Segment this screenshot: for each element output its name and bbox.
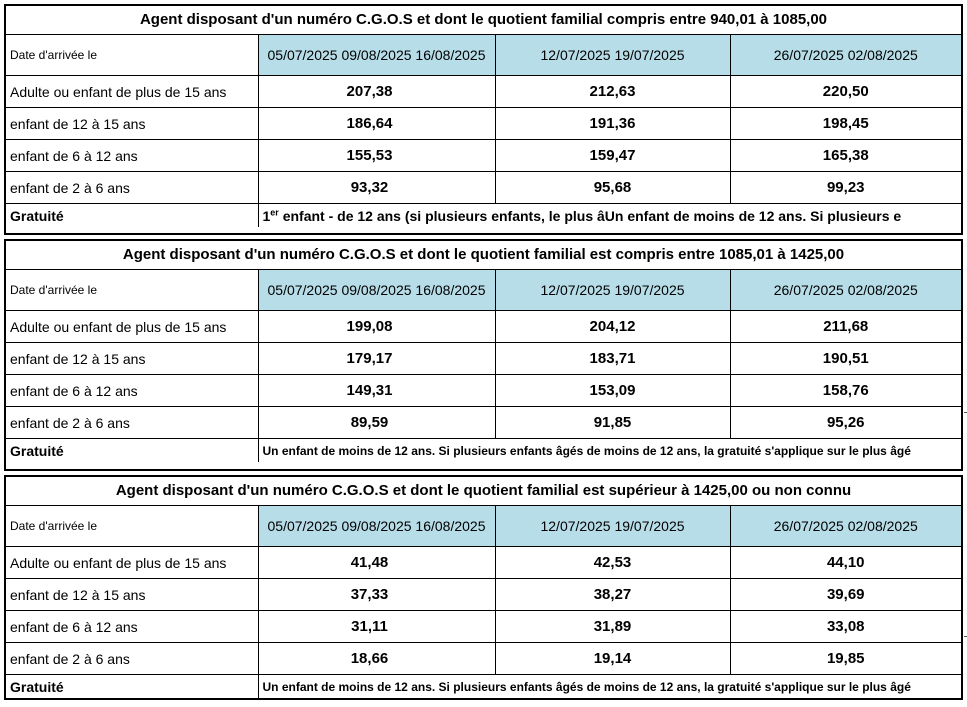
price-cell: 42,53 xyxy=(495,547,730,579)
price-cell: 155,53 xyxy=(258,140,495,172)
price-cell: 153,09 xyxy=(495,375,730,407)
row-label: enfant de 6 à 12 ans xyxy=(6,375,258,407)
period-header-1: 05/07/2025 09/08/2025 16/08/2025 xyxy=(258,270,495,311)
period-header-2: 12/07/2025 19/07/2025 xyxy=(495,506,730,547)
price-cell: 183,71 xyxy=(495,343,730,375)
tarif-grid xyxy=(6,270,961,462)
price-cell: 190,51 xyxy=(730,343,961,375)
gratuite-label: Gratuité xyxy=(6,439,258,463)
period-header-1: 05/07/2025 09/08/2025 16/08/2025 xyxy=(258,35,495,76)
tarif-table-qf-sup-1425 xyxy=(4,475,963,700)
price-cell: 89,59 xyxy=(258,407,495,439)
row-label: enfant de 12 à 15 ans xyxy=(6,108,258,140)
row-label: enfant de 12 à 15 ans xyxy=(6,579,258,611)
period-header-2: 12/07/2025 19/07/2025 xyxy=(495,35,730,76)
gratuite-row xyxy=(6,439,961,463)
price-cell: 37,33 xyxy=(258,579,495,611)
date-label: Date d'arrivée le xyxy=(6,35,258,76)
period-header-3: 26/07/2025 02/08/2025 xyxy=(730,35,961,76)
price-cell: 191,36 xyxy=(495,108,730,140)
gratuite-row xyxy=(6,204,961,228)
price-cell: 158,76 xyxy=(730,375,961,407)
row-label: enfant de 2 à 6 ans xyxy=(6,643,258,675)
date-label: Date d'arrivée le xyxy=(6,506,258,547)
row-label: enfant de 12 à 15 ans xyxy=(6,343,258,375)
price-cell: 39,69 xyxy=(730,579,961,611)
row-label: enfant de 6 à 12 ans xyxy=(6,611,258,643)
price-cell: 99,23 xyxy=(730,172,961,204)
price-cell: 204,12 xyxy=(495,311,730,343)
price-cell: 38,27 xyxy=(495,579,730,611)
gratuite-text xyxy=(258,204,961,228)
date-label: Date d'arrivée le xyxy=(6,270,258,311)
table-row xyxy=(6,311,961,343)
price-cell: 93,32 xyxy=(258,172,495,204)
price-cell: 19,14 xyxy=(495,643,730,675)
price-cell: 95,26 xyxy=(730,407,961,439)
gratuite-superscript: er xyxy=(270,206,279,217)
period-header-3: 26/07/2025 02/08/2025 xyxy=(730,270,961,311)
tarif-grid xyxy=(6,506,961,698)
tarif-table-qf-940-1085 xyxy=(4,4,963,235)
table-title: Agent disposant d'un numéro C.G.O.S et dont le quotient familial est supérieur à 1425,00 ou non connu xyxy=(6,477,961,506)
table-title: Agent disposant d'un numéro C.G.O.S et dont le quotient familial compris entre 940,01 à 1085,00 xyxy=(6,6,961,35)
gratuite-text: Un enfant de moins de 12 ans. Si plusieurs enfants âgés de moins de 12 ans, la gratuité s'applique sur le plus âgé xyxy=(258,439,961,463)
header-row xyxy=(6,35,961,76)
table-row xyxy=(6,375,961,407)
period-header-2: 12/07/2025 19/07/2025 xyxy=(495,270,730,311)
table-row xyxy=(6,343,961,375)
gratuite-rest: enfant - de 12 ans (si plusieurs enfants, le plus âUn enfant de moins de 12 ans. Si plusieurs e xyxy=(278,207,902,224)
price-cell: 91,85 xyxy=(495,407,730,439)
price-cell: 207,38 xyxy=(258,76,495,108)
row-label: enfant de 2 à 6 ans xyxy=(6,172,258,204)
gratuite-label: Gratuité xyxy=(6,204,258,228)
table-row xyxy=(6,407,961,439)
table-row xyxy=(6,643,961,675)
table-row xyxy=(6,547,961,579)
price-cell: 33,08 xyxy=(730,611,961,643)
price-cell: 220,50 xyxy=(730,76,961,108)
gratuite-ordinal: 1 xyxy=(262,207,271,224)
price-cell: 212,63 xyxy=(495,76,730,108)
gratuite-row xyxy=(6,675,961,699)
price-cell: 149,31 xyxy=(258,375,495,407)
price-cell: 159,47 xyxy=(495,140,730,172)
gratuite-text: Un enfant de moins de 12 ans. Si plusieurs enfants âgés de moins de 12 ans, la gratuité s'applique sur le plus âgé xyxy=(258,675,961,699)
header-row xyxy=(6,506,961,547)
period-header-3: 26/07/2025 02/08/2025 xyxy=(730,506,961,547)
row-label: enfant de 6 à 12 ans xyxy=(6,140,258,172)
price-cell: 186,64 xyxy=(258,108,495,140)
table-title: Agent disposant d'un numéro C.G.O.S et dont le quotient familial est compris entre 1085,01 à 1425,00 xyxy=(6,241,961,270)
price-cell: 18,66 xyxy=(258,643,495,675)
price-cell: 31,89 xyxy=(495,611,730,643)
price-cell: 211,68 xyxy=(730,311,961,343)
tarif-table-qf-1085-1425 xyxy=(4,239,963,471)
tarif-grid xyxy=(6,35,961,227)
table-row xyxy=(6,172,961,204)
gratuite-label: Gratuité xyxy=(6,675,258,699)
row-label: enfant de 2 à 6 ans xyxy=(6,407,258,439)
table-row xyxy=(6,611,961,643)
table-row xyxy=(6,579,961,611)
price-cell: 179,17 xyxy=(258,343,495,375)
price-cell: 41,48 xyxy=(258,547,495,579)
price-cell: 19,85 xyxy=(730,643,961,675)
table-row xyxy=(6,76,961,108)
price-cell: 95,68 xyxy=(495,172,730,204)
header-row xyxy=(6,270,961,311)
row-label: Adulte ou enfant de plus de 15 ans xyxy=(6,547,258,579)
row-label: Adulte ou enfant de plus de 15 ans xyxy=(6,76,258,108)
price-cell: 199,08 xyxy=(258,311,495,343)
table-row xyxy=(6,140,961,172)
price-cell: 165,38 xyxy=(730,140,961,172)
table-row xyxy=(6,108,961,140)
period-header-1: 05/07/2025 09/08/2025 16/08/2025 xyxy=(258,506,495,547)
row-label: Adulte ou enfant de plus de 15 ans xyxy=(6,311,258,343)
price-cell: 31,11 xyxy=(258,611,495,643)
price-cell: 44,10 xyxy=(730,547,961,579)
price-cell: 198,45 xyxy=(730,108,961,140)
